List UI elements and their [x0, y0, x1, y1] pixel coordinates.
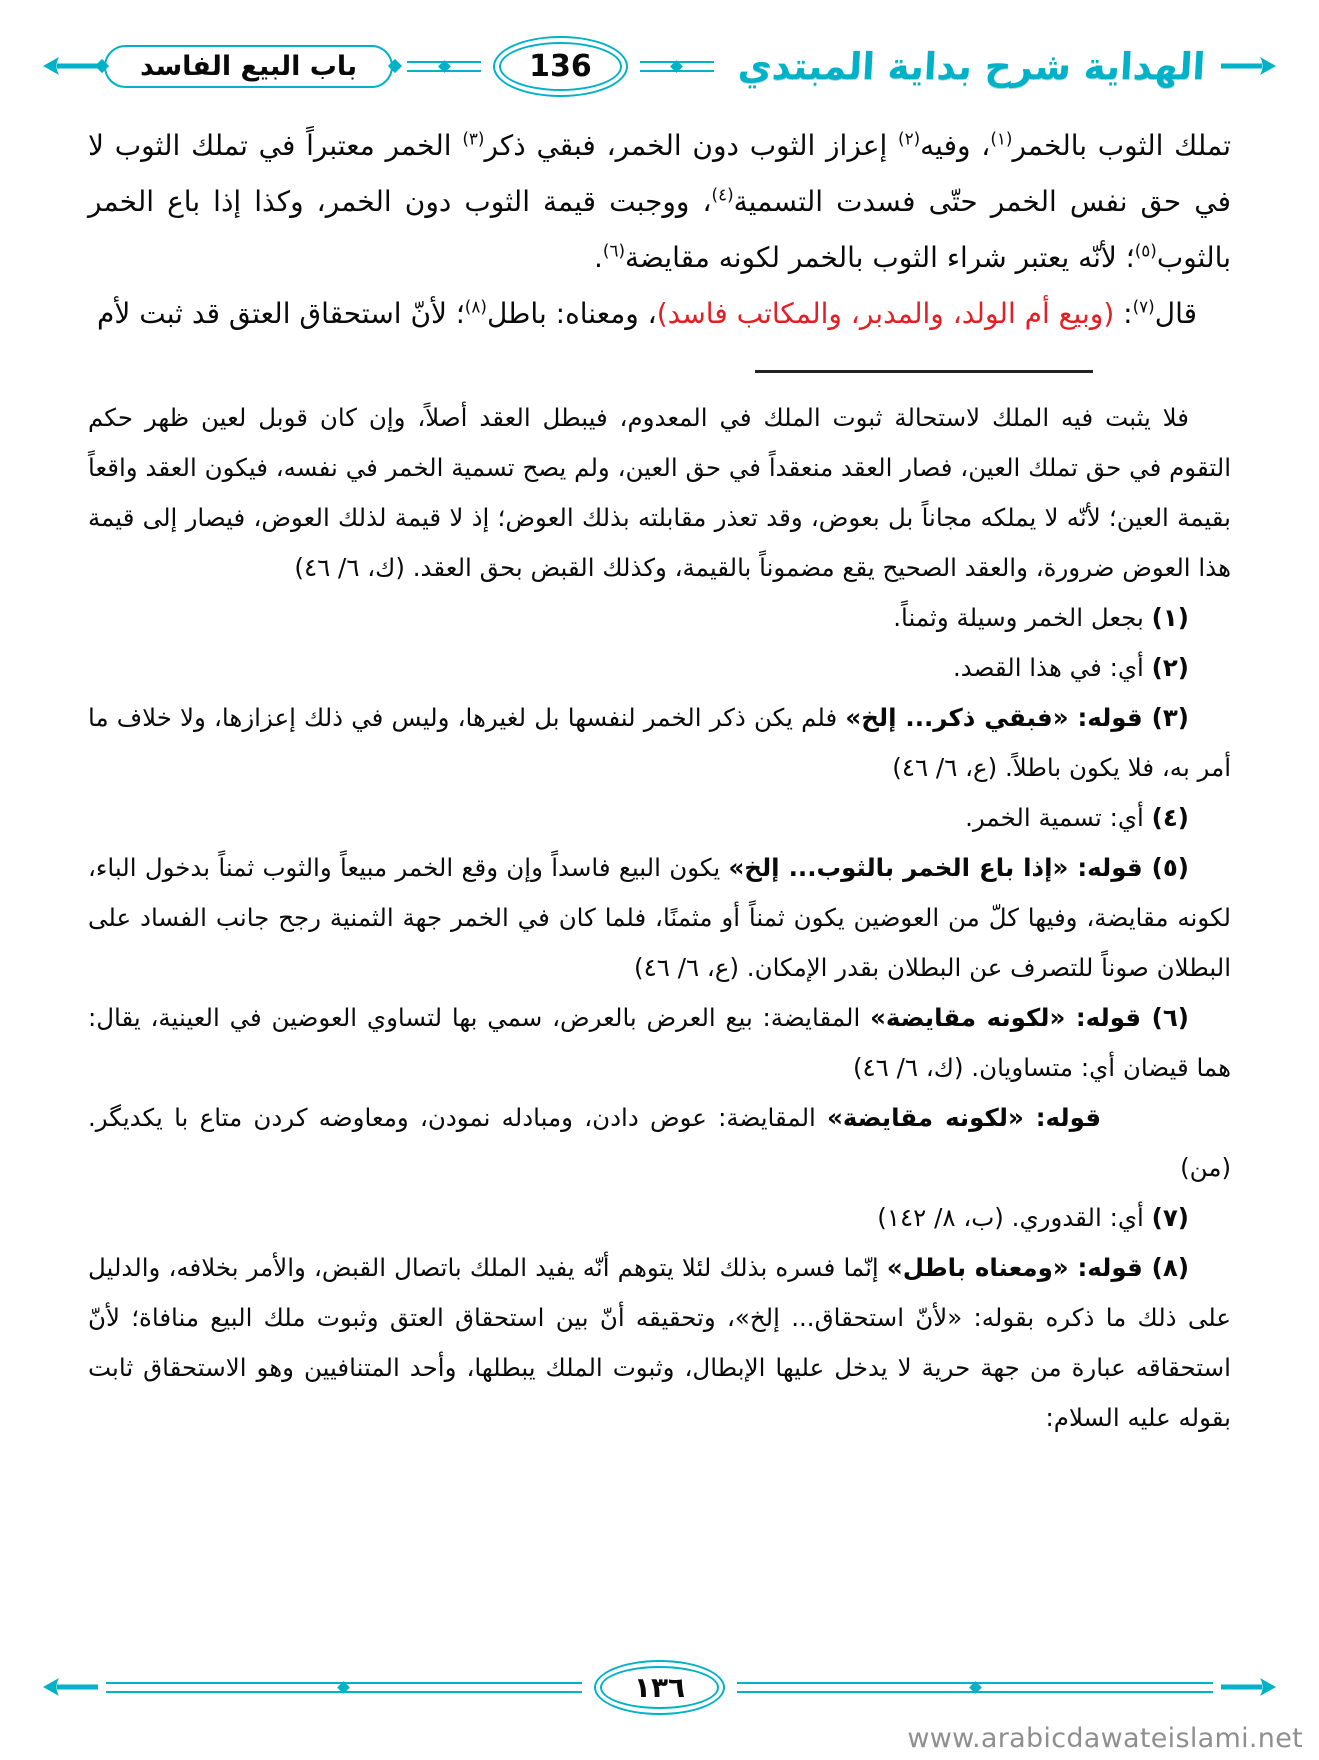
footnotes: [88, 393, 1231, 1443]
footnote-item: (٧) أي: القدوري. (ب، ٨/ ١٤٢): [877, 1202, 1189, 1232]
page-footer: [42, 1664, 1277, 1710]
ornament-arrow-left-icon: [42, 53, 98, 79]
footnote-separator: [755, 370, 1093, 373]
ornament-line: [640, 61, 714, 72]
footnote-item: (٣) قوله: «فبقي ذكر... إلخ» فلم يكن ذكر الخمر لنفسها بل لغيرها، وليس في ذلك إعزازها، ولا خلاف ما أمر به، فلا يكون باطلاً. (ع، ٦/ ٤٦): [88, 702, 1231, 782]
footnote-item: (٨) قوله: «ومعناه باطل» إنّما فسره بذلك لئلا يتوهم أنّه يفيد الملك باتصال القبض، والأمر بخلافه، والدليل على ذلك ما ذكره بقوله: «لأنّ استحقاق... إلخ»، وتحقيقه أنّ بين استحقاق العتق وثبوت ملك البيع منافاة؛ لأنّ استحقاقه عبارة من جهة حرية لا يدخل عليها الإبطال، وثبوت الملك يبطلها، وأحد المتنافيين وهو الاستحقاق ثابت بقوله عليه السلام:: [88, 1252, 1231, 1432]
footer-page-number-badge: [600, 1666, 719, 1709]
footer-page-number: ١٣٦: [633, 1670, 686, 1704]
footnote-item: (١) بجعل الخمر وسيلة وثمناً.: [893, 602, 1189, 632]
page-number: 136: [529, 48, 592, 84]
page-content: [88, 118, 1231, 1443]
ornament-line: [737, 1682, 1213, 1693]
ornament-line: [106, 1682, 582, 1693]
footnote-item: (٦) قوله: «لكونه مقايضة» المقايضة: بيع العرض بالعرض، سمي بها لتساوي العوضين في العينية، يقال: هما قيضان أي: متساويان. (ك، ٦/ ٤٦): [88, 1002, 1231, 1082]
ornament-arrow-left-icon: [42, 1674, 98, 1700]
footnote-item: (٥) قوله: «إذا باع الخمر بالثوب... إلخ» يكون البيع فاسداً وإن وقع الخمر مبيعاً والثوب ثمناً بدخول الباء، لكونه مقايضة، وفيها كلّ من العوضين يكون ثمناً أو مثمنًا، فلما كان في الخمر جهة الثمنية رجح جانب الفساد على البطلان صوناً للتصرف عن البطلان بقدر الإمكان. (ع، ٦/ ٤٦): [88, 852, 1231, 982]
footnote-item: قوله: «لكونه مقايضة» المقايضة: عوض دادن، ومبادله نمودن، ومعاوضه كردن متاع با يكديگر. (من): [88, 1102, 1231, 1182]
footnote-item: (٢) أي: في هذا القصد.: [952, 652, 1189, 682]
ornament-arrow-right-icon: [1221, 53, 1277, 79]
body-paragraph: قال$^{(٧)}$: (وبيع أم الولد، والمدبر، والمكاتب فاسد)، ومعناه: باطل$^{(٨)}$؛ لأنّ استحقاق العتق قد ثبت لأم: [97, 296, 1197, 330]
book-title: الهداية شرح بداية المبتدي: [736, 44, 1207, 88]
page-number-badge: [499, 42, 622, 91]
website-watermark: www.arabicdawateislami.net: [907, 1723, 1303, 1754]
footnote-item: (٤) أي: تسمية الخمر.: [965, 802, 1189, 832]
chapter-title-cartouche: [104, 45, 393, 88]
page-header: [42, 36, 1277, 96]
chapter-title: باب البيع الفاسد: [140, 50, 358, 82]
ornament-line: [407, 61, 481, 72]
ornament-arrow-right-icon: [1221, 1674, 1277, 1700]
body-paragraph: تملك الثوب بالخمر$^{(١)}$، وفيه$^{(٢)}$ إعزاز الثوب دون الخمر، فبقي ذكر$^{(٣)}$ الخمر معتبراً في تملك الثوب لا في حق نفس الخمر حتّى فسدت التسمية$^{(٤)}$، ووجبت قيمة الثوب دون الخمر، وكذا إذا باع الخمر بالثوب$^{(٥)}$؛ لأنّه يعتبر شراء الثوب بالخمر لكونه مقايضة$^{(٦)}$.: [88, 128, 1231, 274]
body-text: [88, 118, 1231, 342]
footnote-item: فلا يثبت فيه الملك لاستحالة ثبوت الملك في المعدوم، فيبطل العقد أصلاً، وإن كان قوبل لعين ظهر حكم التقوم في حق تملك العين، فصار العقد منعقداً في حق العين، ولم يصح تسمية الخمر في نفسه، فيكون العقد واقعاً بقيمة العين؛ لأنّه لا يملكه مجاناً بل بعوض، وقد تعذر مقابلته بذلك العوض؛ إذ لا قيمة لذلك العوض، فيصار إلى قيمة هذا العوض ضرورة، والعقد الصحيح يقع مضموناً بالقيمة، وكذلك القبض بحق العقد. (ك، ٦/ ٤٦): [88, 402, 1231, 582]
